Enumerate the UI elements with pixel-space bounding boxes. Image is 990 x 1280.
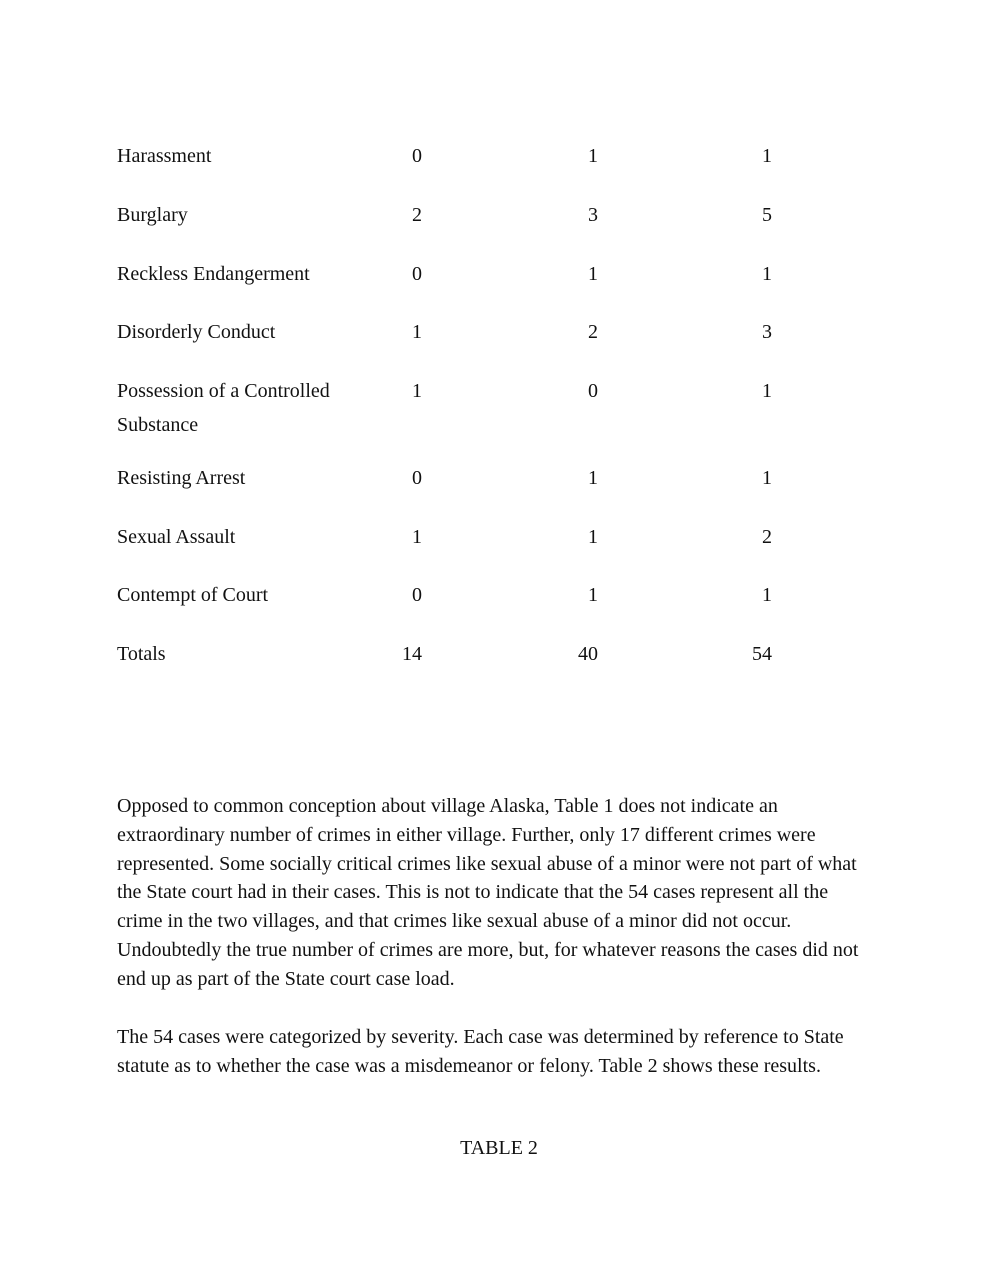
crime-label: Resisting Arrest: [117, 467, 246, 489]
count-village-1: 0: [412, 145, 422, 167]
count-village-2: 1: [588, 526, 598, 548]
crime-label: Reckless Endangerment: [117, 263, 310, 285]
count-village-2: 3: [588, 204, 598, 226]
count-total: 3: [762, 321, 772, 343]
count-total: 1: [762, 584, 772, 606]
count-total: 1: [762, 145, 772, 167]
table-caption: TABLE 2: [460, 1137, 538, 1159]
count-village-2: 1: [588, 263, 598, 285]
crime-label: Sexual Assault: [117, 526, 236, 548]
total-village-1: 14: [402, 643, 422, 665]
count-village-1: 2: [412, 204, 422, 226]
count-village-2: 1: [588, 584, 598, 606]
count-village-1: 1: [412, 380, 422, 402]
count-total: 1: [762, 263, 772, 285]
grand-total: 54: [752, 643, 772, 665]
count-village-2: 1: [588, 145, 598, 167]
totals-label: Totals: [117, 643, 166, 665]
crime-label: Harassment: [117, 145, 212, 167]
count-total: 1: [762, 380, 772, 402]
count-total: 2: [762, 526, 772, 548]
body-paragraph: The 54 cases were categorized by severity. Each case was determined by reference to State statute as to whether the case was a misdemeanor or felony. Table 2 shows these results.: [117, 1026, 844, 1077]
count-village-1: 0: [412, 263, 422, 285]
count-village-1: 0: [412, 467, 422, 489]
crime-label: Contempt of Court: [117, 584, 269, 606]
count-total: 5: [762, 204, 772, 226]
count-village-2: 0: [588, 380, 598, 402]
count-village-1: 1: [412, 321, 422, 343]
crime-label: Burglary: [117, 204, 188, 226]
total-village-2: 40: [578, 643, 598, 665]
crime-label: Possession of a Controlled Substance: [117, 380, 330, 436]
count-total: 1: [762, 467, 772, 489]
count-village-2: 1: [588, 467, 598, 489]
crime-label: Disorderly Conduct: [117, 321, 276, 343]
count-village-2: 2: [588, 321, 598, 343]
body-paragraph: Opposed to common conception about village Alaska, Table 1 does not indicate an extraordinary number of crimes in either village. Further, only 17 different crimes were represented. Some socially critical crimes like sexual abuse of a minor were not part of what the State court had in their cases. This is not to indicate that the 54 cases represent all the crime in the two villages, and that crimes like sexual abuse of a minor did not occur. Undoubtedly the true number of crimes are more, but, for whatever reasons the cases did not end up as part of the State court case load.: [117, 795, 859, 990]
count-village-1: 0: [412, 584, 422, 606]
count-village-1: 1: [412, 526, 422, 548]
